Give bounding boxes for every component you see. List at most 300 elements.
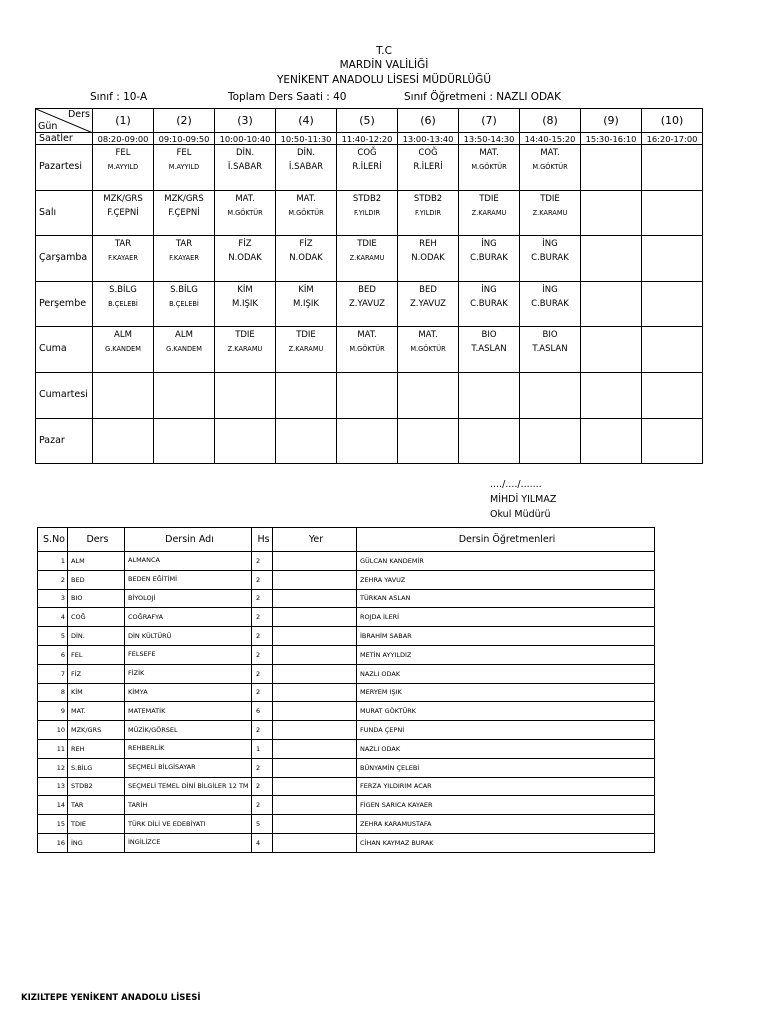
lesson-cell xyxy=(215,372,276,418)
lesson-teacher: N.ODAK xyxy=(411,253,445,264)
lesson-cell xyxy=(459,327,520,373)
course-name: MÜZİK/GÖRSEL xyxy=(125,721,252,740)
lesson-teacher: M.AYYILD xyxy=(107,163,139,171)
lesson-teacher: F.KAYAER xyxy=(169,254,199,263)
course-hours: 4 xyxy=(252,833,273,852)
lesson-teacher: C.BURAK xyxy=(531,253,569,264)
course-code: DİN. xyxy=(68,627,125,646)
lesson-subject: TDIE xyxy=(357,239,377,250)
lesson-subject: S.BİLG xyxy=(170,284,198,295)
lesson-cell xyxy=(520,281,581,327)
period-header: (6) xyxy=(398,109,459,133)
course-code: TDIE xyxy=(68,815,125,834)
course-no: 12 xyxy=(38,758,68,777)
lesson-subject: TAR xyxy=(175,239,193,250)
course-teacher: ZEHRA KARAMUSTAFA xyxy=(357,815,655,834)
lesson-subject: ALM xyxy=(114,330,132,341)
lesson-subject: MAT. xyxy=(479,148,499,158)
lesson-cell xyxy=(215,281,276,327)
period-header: (2) xyxy=(154,109,215,133)
course-row xyxy=(38,570,655,589)
lesson-cell xyxy=(459,236,520,282)
lesson-teacher: F.YILDIR xyxy=(414,208,442,217)
day-row xyxy=(36,372,703,418)
course-code: İNG xyxy=(68,833,125,852)
day-name-cell xyxy=(36,190,93,236)
lesson-teacher: T.ASLAN xyxy=(532,344,568,355)
lesson-cell xyxy=(154,281,215,327)
lesson-subject: MAT. xyxy=(540,148,560,158)
lesson-teacher: M.GÖKTÜR xyxy=(471,163,507,171)
course-no: 14 xyxy=(38,796,68,815)
course-name: FİZİK xyxy=(125,664,252,683)
course-teacher: FUNDA ÇEPNİ xyxy=(357,721,655,740)
lesson-subject: DİN. xyxy=(296,148,316,158)
lesson-cell xyxy=(642,236,703,282)
lesson-cell xyxy=(398,281,459,327)
course-hours: 2 xyxy=(252,570,273,589)
course-hours: 2 xyxy=(252,796,273,815)
lesson-cell xyxy=(520,372,581,418)
course-row xyxy=(38,721,655,740)
lesson-cell xyxy=(93,236,154,282)
lesson-subject: REH xyxy=(419,239,437,250)
day-name: Cuma xyxy=(39,343,67,355)
day-row xyxy=(36,281,703,327)
lesson-subject: KİM xyxy=(237,284,253,295)
lesson-cell xyxy=(581,236,642,282)
lesson-subject: COĞ xyxy=(418,148,438,158)
course-name: BİYOLOJİ xyxy=(125,589,252,608)
period-header: (3) xyxy=(215,109,276,133)
lesson-cell xyxy=(398,145,459,191)
day-name-cell xyxy=(36,372,93,418)
course-teacher: ZEHRA YAVUZ xyxy=(357,570,655,589)
corner-cell xyxy=(36,109,93,133)
day-row xyxy=(36,236,703,282)
lesson-teacher: Z.KARAMU xyxy=(532,208,568,217)
course-hours: 2 xyxy=(252,645,273,664)
lesson-cell xyxy=(337,145,398,191)
lesson-teacher: G.KANDEM xyxy=(166,345,202,354)
lesson-cell xyxy=(154,190,215,236)
course-teacher: NAZLI ODAK xyxy=(357,739,655,758)
period-time: 09:10-09:50 xyxy=(154,133,215,145)
lesson-teacher: C.BURAK xyxy=(470,298,508,309)
course-code: FEL xyxy=(68,645,125,664)
course-no: 15 xyxy=(38,815,68,834)
course-teacher: METİN AYYILDIZ xyxy=(357,645,655,664)
course-name: SEÇMELİ TEMEL DİNİ BİLGİLER 12 TM xyxy=(125,777,252,796)
lesson-teacher: G.KANDEM xyxy=(105,345,141,354)
day-name-cell xyxy=(36,236,93,282)
period-header: (1) xyxy=(93,109,154,133)
lesson-cell xyxy=(642,145,703,191)
lesson-cell xyxy=(459,145,520,191)
course-table-header xyxy=(38,528,655,552)
period-time: 13:00-13:40 xyxy=(398,133,459,145)
lesson-teacher: F.ÇEPNİ xyxy=(107,207,139,218)
course-no: 13 xyxy=(38,777,68,796)
lesson-teacher: M.GÖKTÜR xyxy=(227,208,263,217)
lesson-subject: MZK/GRS xyxy=(103,193,143,204)
lesson-subject: FEL xyxy=(176,148,192,158)
course-no: 2 xyxy=(38,570,68,589)
header-valilik: MARDİN VALİLİĞİ xyxy=(339,59,429,71)
timetable xyxy=(35,108,703,464)
course-row xyxy=(38,796,655,815)
course-room xyxy=(273,702,357,721)
lesson-cell xyxy=(93,281,154,327)
course-code: TAR xyxy=(68,796,125,815)
lesson-cell xyxy=(154,327,215,373)
day-name-cell xyxy=(36,145,93,191)
course-room xyxy=(273,664,357,683)
lesson-cell xyxy=(93,418,154,464)
course-no: 9 xyxy=(38,702,68,721)
course-teacher: BÜNYAMİN ÇELEBİ xyxy=(357,758,655,777)
header-ders: Ders xyxy=(68,528,125,552)
lesson-subject: KİM xyxy=(298,284,314,295)
header-yer: Yer xyxy=(273,528,357,552)
lesson-teacher: M.GÖKTÜR xyxy=(532,163,568,171)
lesson-subject: MAT. xyxy=(296,193,316,204)
lesson-cell xyxy=(459,418,520,464)
lesson-subject: STDB2 xyxy=(413,193,443,204)
lesson-subject: MAT. xyxy=(418,330,438,341)
course-row xyxy=(38,758,655,777)
lesson-cell xyxy=(215,145,276,191)
lesson-teacher: Z.KARAMU xyxy=(227,345,263,354)
course-row xyxy=(38,552,655,571)
day-name: Perşembe xyxy=(39,297,87,309)
course-no: 1 xyxy=(38,552,68,571)
period-header: (5) xyxy=(337,109,398,133)
lesson-cell xyxy=(398,372,459,418)
course-hours: 2 xyxy=(252,683,273,702)
lesson-cell xyxy=(276,281,337,327)
course-teacher: GÜLCAN KANDEMİR xyxy=(357,552,655,571)
period-time: 08:20-09:00 xyxy=(93,133,154,145)
lesson-cell xyxy=(93,372,154,418)
signature-date: ..../..../....... xyxy=(490,479,542,490)
lesson-teacher: F.YILDIR xyxy=(353,208,381,217)
lesson-cell xyxy=(581,190,642,236)
lesson-subject: TDIE xyxy=(235,330,255,341)
lesson-cell xyxy=(154,418,215,464)
course-hours: 2 xyxy=(252,627,273,646)
lesson-teacher: M.GÖKTÜR xyxy=(410,345,446,354)
lesson-cell xyxy=(93,327,154,373)
lesson-cell xyxy=(215,236,276,282)
course-room xyxy=(273,777,357,796)
lesson-teacher: Z.KARAMU xyxy=(349,254,385,263)
lesson-cell xyxy=(337,418,398,464)
lesson-teacher: Z.YAVUZ xyxy=(348,298,386,309)
course-no: 7 xyxy=(38,664,68,683)
period-time: 16:20-17:00 xyxy=(642,133,703,145)
lesson-cell xyxy=(276,190,337,236)
lesson-teacher: F.ÇEPNİ xyxy=(168,207,200,218)
course-room xyxy=(273,758,357,777)
course-room xyxy=(273,739,357,758)
course-row xyxy=(38,833,655,852)
lesson-cell xyxy=(642,327,703,373)
period-time: 10:50-11:30 xyxy=(276,133,337,145)
saatler-label: Saatler xyxy=(36,133,93,145)
course-no: 3 xyxy=(38,589,68,608)
lesson-teacher: B.ÇELEBİ xyxy=(169,299,199,308)
course-code: KİM xyxy=(68,683,125,702)
course-no: 10 xyxy=(38,721,68,740)
lesson-cell xyxy=(520,236,581,282)
course-hours: 2 xyxy=(252,608,273,627)
lesson-teacher: R.İLERİ xyxy=(413,162,443,172)
course-code: ALM xyxy=(68,552,125,571)
lesson-teacher: Z.YAVUZ xyxy=(409,298,447,309)
course-name: DİN KÜLTÜRÜ xyxy=(125,627,252,646)
principal-title: Okul Müdürü xyxy=(490,509,551,520)
period-header: (10) xyxy=(642,109,703,133)
course-teacher: FİGEN SARICA KAYAER xyxy=(357,796,655,815)
period-time: 13:50-14:30 xyxy=(459,133,520,145)
lesson-cell xyxy=(642,281,703,327)
course-code: FİZ xyxy=(68,664,125,683)
lesson-cell xyxy=(581,145,642,191)
lesson-teacher: C.BURAK xyxy=(470,253,508,264)
course-hours: 2 xyxy=(252,721,273,740)
lesson-cell xyxy=(337,327,398,373)
class-label: Sınıf : 10-A xyxy=(90,91,148,103)
lesson-cell xyxy=(520,418,581,464)
lesson-subject: MZK/GRS xyxy=(164,193,204,204)
course-code: MZK/GRS xyxy=(68,721,125,740)
lesson-teacher: M.GÖKTÜR xyxy=(288,208,324,217)
lesson-cell xyxy=(93,145,154,191)
course-name: REHBERLİK xyxy=(125,739,252,758)
lesson-cell xyxy=(581,281,642,327)
course-hours: 2 xyxy=(252,777,273,796)
lesson-teacher: İ.SABAR xyxy=(227,162,263,172)
course-row xyxy=(38,777,655,796)
period-header: (9) xyxy=(581,109,642,133)
course-no: 4 xyxy=(38,608,68,627)
course-name: TARİH xyxy=(125,796,252,815)
lesson-cell xyxy=(215,418,276,464)
lesson-teacher: Z.KARAMU xyxy=(471,208,507,217)
lesson-cell xyxy=(642,418,703,464)
lesson-cell xyxy=(337,236,398,282)
lesson-subject: FİZ xyxy=(299,239,313,250)
lesson-cell xyxy=(459,281,520,327)
course-code: REH xyxy=(68,739,125,758)
period-header: (7) xyxy=(459,109,520,133)
course-room xyxy=(273,552,357,571)
course-room xyxy=(273,570,357,589)
lesson-teacher: M.IŞIK xyxy=(292,298,320,309)
course-teacher: TÜRKAN ASLAN xyxy=(357,589,655,608)
course-no: 5 xyxy=(38,627,68,646)
day-row xyxy=(36,418,703,464)
lesson-cell xyxy=(398,236,459,282)
course-name: KİMYA xyxy=(125,683,252,702)
course-code: COĞ xyxy=(68,608,125,627)
lesson-teacher: M.IŞIK xyxy=(231,298,259,309)
course-room xyxy=(273,721,357,740)
course-hours: 1 xyxy=(252,739,273,758)
lesson-cell xyxy=(520,145,581,191)
course-row xyxy=(38,645,655,664)
lesson-subject: BIO xyxy=(542,330,558,341)
course-row xyxy=(38,608,655,627)
footer-school: KIZILTEPE YENİKENT ANADOLU LİSESİ xyxy=(21,993,201,1003)
header-school: YENİKENT ANADOLU LİSESİ MÜDÜRLÜĞÜ xyxy=(276,74,492,86)
course-hours: 2 xyxy=(252,664,273,683)
lesson-cell xyxy=(642,372,703,418)
lesson-subject: MAT. xyxy=(357,330,377,341)
lesson-cell xyxy=(337,281,398,327)
course-no: 6 xyxy=(38,645,68,664)
period-header: (8) xyxy=(520,109,581,133)
course-hours: 6 xyxy=(252,702,273,721)
course-name: ALMANCA xyxy=(125,552,252,571)
course-name: MATEMATİK xyxy=(125,702,252,721)
course-code: BED xyxy=(68,570,125,589)
lesson-cell xyxy=(581,418,642,464)
lesson-cell xyxy=(154,236,215,282)
period-time: 10:00-10:40 xyxy=(215,133,276,145)
lesson-teacher: Z.KARAMU xyxy=(288,345,324,354)
corner-gun: Gün xyxy=(38,121,58,132)
header-ogretmen: Dersin Öğretmenleri xyxy=(357,528,655,552)
header-sno: S.No xyxy=(38,528,68,552)
corner-ders: Ders xyxy=(67,109,90,120)
course-teacher: İBRAHİM SABAR xyxy=(357,627,655,646)
header-adi: Dersin Adı xyxy=(125,528,252,552)
lesson-cell xyxy=(459,372,520,418)
lesson-cell xyxy=(459,190,520,236)
lesson-subject: İNG xyxy=(481,239,497,250)
course-code: MAT. xyxy=(68,702,125,721)
lesson-cell xyxy=(581,372,642,418)
class-teacher-label: Sınıf Öğretmeni : NAZLI ODAK xyxy=(404,91,562,103)
lesson-subject: ALM xyxy=(175,330,193,341)
lesson-subject: FİZ xyxy=(238,239,252,250)
day-name: Pazartesi xyxy=(39,161,82,172)
lesson-cell xyxy=(398,190,459,236)
lesson-cell xyxy=(337,190,398,236)
course-room xyxy=(273,608,357,627)
lesson-subject: İNG xyxy=(481,284,497,295)
course-row xyxy=(38,589,655,608)
course-teacher: MURAT GÖKTÜRK xyxy=(357,702,655,721)
course-teacher: NAZLI ODAK xyxy=(357,664,655,683)
course-teacher: FERZA YILDIRIM ACAR xyxy=(357,777,655,796)
course-code: BIO xyxy=(68,589,125,608)
course-name: TÜRK DİLİ VE EDEBİYATI xyxy=(125,815,252,834)
header-hs: Hs xyxy=(252,528,273,552)
course-teacher: ROJDA İLERİ xyxy=(357,608,655,627)
lesson-teacher: T.ASLAN xyxy=(471,344,507,355)
lesson-teacher: F.KAYAER xyxy=(108,254,138,263)
lesson-cell xyxy=(215,190,276,236)
course-room xyxy=(273,815,357,834)
times-row xyxy=(36,133,703,145)
lesson-subject: BED xyxy=(419,284,437,295)
lesson-cell xyxy=(398,418,459,464)
course-no: 8 xyxy=(38,683,68,702)
day-row xyxy=(36,190,703,236)
course-no: 11 xyxy=(38,739,68,758)
day-name-cell xyxy=(36,418,93,464)
lesson-subject: TDIE xyxy=(540,193,560,204)
lesson-cell xyxy=(215,327,276,373)
period-time: 15:30-16:10 xyxy=(581,133,642,145)
lesson-teacher: İ.SABAR xyxy=(288,162,324,172)
day-name: Çarşamba xyxy=(39,252,88,264)
principal-name: MİHDİ YILMAZ xyxy=(490,494,557,505)
course-hours: 2 xyxy=(252,552,273,571)
lesson-subject: İNG xyxy=(542,284,558,295)
course-row xyxy=(38,664,655,683)
lesson-cell xyxy=(276,145,337,191)
lesson-cell xyxy=(581,327,642,373)
day-name: Salı xyxy=(39,206,57,218)
period-header: (4) xyxy=(276,109,337,133)
course-row xyxy=(38,683,655,702)
course-hours: 2 xyxy=(252,758,273,777)
lesson-subject: BED xyxy=(358,284,376,295)
course-room xyxy=(273,645,357,664)
lesson-cell xyxy=(520,190,581,236)
course-teacher: MERYEM IŞIK xyxy=(357,683,655,702)
day-name: Pazar xyxy=(39,434,65,446)
period-time: 11:40-12:20 xyxy=(337,133,398,145)
course-hours: 2 xyxy=(252,589,273,608)
lesson-subject: DİN. xyxy=(235,148,255,158)
day-row xyxy=(36,327,703,373)
course-room xyxy=(273,589,357,608)
course-row xyxy=(38,815,655,834)
lesson-teacher: N.ODAK xyxy=(228,253,262,264)
course-name: FELSEFE xyxy=(125,645,252,664)
period-row xyxy=(36,109,703,133)
lesson-cell xyxy=(520,327,581,373)
lesson-teacher: R.İLERİ xyxy=(352,162,382,172)
lesson-subject: TDIE xyxy=(296,330,316,341)
lesson-subject: MAT. xyxy=(235,193,255,204)
lesson-teacher: N.ODAK xyxy=(289,253,323,264)
course-teacher: CİHAN KAYMAZ BURAK xyxy=(357,833,655,852)
lesson-cell xyxy=(276,372,337,418)
lesson-cell xyxy=(276,236,337,282)
course-row xyxy=(38,627,655,646)
lesson-subject: TDIE xyxy=(479,193,499,204)
day-name-cell xyxy=(36,281,93,327)
lesson-subject: BIO xyxy=(481,330,497,341)
lesson-cell xyxy=(276,418,337,464)
lesson-subject: TAR xyxy=(114,239,132,250)
lesson-subject: S.BİLG xyxy=(109,284,137,295)
course-no: 16 xyxy=(38,833,68,852)
lesson-subject: STDB2 xyxy=(352,193,382,204)
lesson-subject: COĞ xyxy=(357,148,377,158)
total-hours-label: Toplam Ders Saati : 40 xyxy=(228,91,347,103)
course-room xyxy=(273,796,357,815)
lesson-cell xyxy=(642,190,703,236)
day-name-cell xyxy=(36,327,93,373)
lesson-subject: FEL xyxy=(115,148,131,158)
